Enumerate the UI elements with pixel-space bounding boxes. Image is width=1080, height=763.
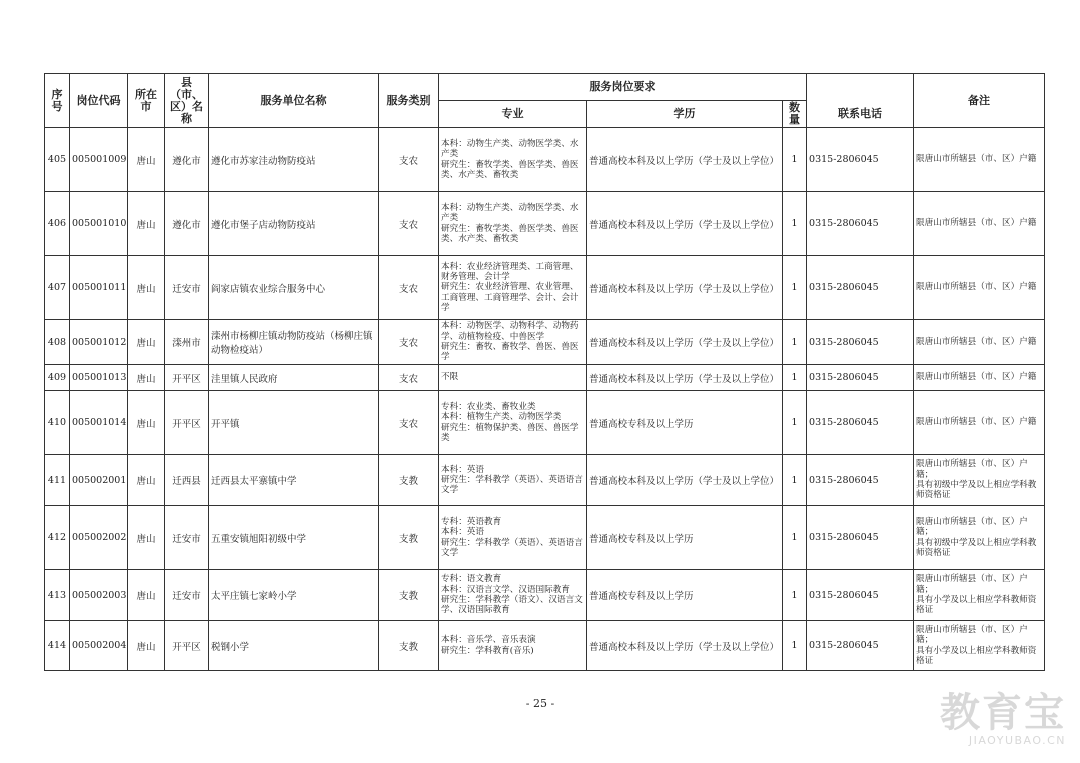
watermark-logo	[940, 692, 1066, 747]
header-count: 数量	[783, 101, 807, 128]
table-body	[45, 128, 1045, 671]
cell-remark: 限唐山市所辖县（市、区）户籍	[914, 365, 1045, 391]
cell-remark: 限唐山市所辖县（市、区）户籍	[914, 320, 1045, 365]
cell-phone: 0315-2806045	[807, 621, 914, 671]
positions-table	[44, 73, 1045, 671]
cell-code: 005002004	[70, 621, 128, 671]
table-row	[45, 506, 1045, 570]
cell-city: 唐山	[128, 192, 165, 256]
cell-code: 005002003	[70, 570, 128, 621]
header-phone-top	[807, 74, 914, 101]
cell-seq: 413	[45, 570, 70, 621]
cell-code: 005001011	[70, 256, 128, 320]
cell-major: 专科：农业类、畜牧业类 本科：植物生产类、动物医学类 研究生：植物保护类、兽医、兽医学类	[439, 391, 587, 455]
cell-city: 唐山	[128, 621, 165, 671]
cell-seq: 414	[45, 621, 70, 671]
table-row	[45, 320, 1045, 365]
cell-code: 005001014	[70, 391, 128, 455]
cell-category: 支教	[379, 506, 439, 570]
cell-count: 1	[783, 391, 807, 455]
cell-seq: 412	[45, 506, 70, 570]
cell-phone: 0315-2806045	[807, 256, 914, 320]
cell-remark: 限唐山市所辖县（市、区）户籍； 具有初级中学及以上相应学科教师资格证	[914, 506, 1045, 570]
watermark-sub: JIAOYUBAO.CN	[968, 734, 1066, 747]
cell-county: 迁安市	[165, 256, 209, 320]
cell-city: 唐山	[128, 391, 165, 455]
cell-category: 支农	[379, 320, 439, 365]
cell-major: 不限	[439, 365, 587, 391]
cell-count: 1	[783, 128, 807, 192]
table-row	[45, 455, 1045, 506]
cell-education: 普通高校专科及以上学历	[587, 506, 783, 570]
header-county: 县（市、区）名称	[165, 74, 209, 128]
cell-phone: 0315-2806045	[807, 455, 914, 506]
cell-major: 本科：动物生产类、动物医学类、水产类 研究生：畜牧学类、兽医学类、兽医类、水产类、畜牧类	[439, 192, 587, 256]
cell-count: 1	[783, 256, 807, 320]
cell-education: 普通高校本科及以上学历（学士及以上学位）	[587, 256, 783, 320]
header-requirements: 服务岗位要求	[439, 74, 807, 101]
cell-education: 普通高校本科及以上学历（学士及以上学位）	[587, 128, 783, 192]
header-city: 所在市	[128, 74, 165, 128]
cell-city: 唐山	[128, 128, 165, 192]
table-row	[45, 128, 1045, 192]
cell-category: 支教	[379, 455, 439, 506]
cell-code: 005001009	[70, 128, 128, 192]
cell-code: 005001013	[70, 365, 128, 391]
cell-phone: 0315-2806045	[807, 506, 914, 570]
cell-major: 专科：语文教育 本科：汉语言文学、汉语国际教育 研究生：学科教学（语文）、汉语言文学、汉语国际教育	[439, 570, 587, 621]
cell-unit: 迁西县太平寨镇中学	[209, 455, 379, 506]
table-row	[45, 570, 1045, 621]
cell-category: 支教	[379, 570, 439, 621]
cell-seq: 408	[45, 320, 70, 365]
cell-county: 开平区	[165, 391, 209, 455]
cell-phone: 0315-2806045	[807, 192, 914, 256]
cell-seq: 410	[45, 391, 70, 455]
cell-major: 本科：音乐学、音乐表演 研究生：学科教育(音乐)	[439, 621, 587, 671]
cell-count: 1	[783, 621, 807, 671]
cell-phone: 0315-2806045	[807, 570, 914, 621]
cell-remark: 限唐山市所辖县（市、区）户籍	[914, 256, 1045, 320]
cell-city: 唐山	[128, 455, 165, 506]
cell-phone: 0315-2806045	[807, 365, 914, 391]
cell-phone: 0315-2806045	[807, 391, 914, 455]
cell-education: 普通高校本科及以上学历（学士及以上学位）	[587, 365, 783, 391]
cell-category: 支农	[379, 192, 439, 256]
cell-city: 唐山	[128, 256, 165, 320]
table-row	[45, 621, 1045, 671]
cell-phone: 0315-2806045	[807, 320, 914, 365]
cell-unit: 滦州市杨柳庄镇动物防疫站（杨柳庄镇动物检疫站）	[209, 320, 379, 365]
cell-education: 普通高校本科及以上学历（学士及以上学位）	[587, 621, 783, 671]
cell-seq: 409	[45, 365, 70, 391]
cell-remark: 限唐山市所辖县（市、区）户籍； 具有初级中学及以上相应学科教师资格证	[914, 455, 1045, 506]
cell-category: 支教	[379, 621, 439, 671]
cell-count: 1	[783, 455, 807, 506]
header-phone: 联系电话	[807, 101, 914, 128]
cell-remark: 限唐山市所辖县（市、区）户籍	[914, 391, 1045, 455]
cell-education: 普通高校本科及以上学历（学士及以上学位）	[587, 192, 783, 256]
cell-unit: 洼里镇人民政府	[209, 365, 379, 391]
cell-city: 唐山	[128, 365, 165, 391]
cell-education: 普通高校本科及以上学历（学士及以上学位）	[587, 320, 783, 365]
cell-phone: 0315-2806045	[807, 128, 914, 192]
header-remark: 备注	[914, 74, 1045, 128]
cell-city: 唐山	[128, 320, 165, 365]
cell-remark: 限唐山市所辖县（市、区）户籍	[914, 192, 1045, 256]
cell-county: 遵化市	[165, 192, 209, 256]
cell-major: 本科：动物医学、动物科学、动物药学、动植物检疫、中兽医学 研究生：畜牧、畜牧学、兽医、兽医学	[439, 320, 587, 365]
page-number: - 25 -	[525, 697, 555, 710]
cell-unit: 太平庄镇七家岭小学	[209, 570, 379, 621]
cell-county: 迁安市	[165, 570, 209, 621]
cell-county: 滦州市	[165, 320, 209, 365]
cell-city: 唐山	[128, 506, 165, 570]
cell-remark: 限唐山市所辖县（市、区）户籍； 具有小学及以上相应学科教师资格证	[914, 570, 1045, 621]
cell-unit: 遵化市苏家洼动物防疫站	[209, 128, 379, 192]
cell-unit: 开平镇	[209, 391, 379, 455]
cell-category: 支农	[379, 365, 439, 391]
watermark-main: 教育宝	[940, 690, 1066, 736]
cell-remark: 限唐山市所辖县（市、区）户籍	[914, 128, 1045, 192]
cell-education: 普通高校专科及以上学历	[587, 391, 783, 455]
cell-count: 1	[783, 320, 807, 365]
cell-code: 005002002	[70, 506, 128, 570]
cell-education: 普通高校专科及以上学历	[587, 570, 783, 621]
cell-unit: 五重安镇旭阳初级中学	[209, 506, 379, 570]
cell-county: 迁安市	[165, 506, 209, 570]
cell-education: 普通高校本科及以上学历（学士及以上学位）	[587, 455, 783, 506]
cell-county: 开平区	[165, 365, 209, 391]
cell-seq: 405	[45, 128, 70, 192]
cell-code: 005002001	[70, 455, 128, 506]
table-row	[45, 256, 1045, 320]
header-code: 岗位代码	[70, 74, 128, 128]
cell-major: 专科：英语教育 本科：英语 研究生：学科教学（英语）、英语语言文学	[439, 506, 587, 570]
cell-code: 005001010	[70, 192, 128, 256]
cell-category: 支农	[379, 391, 439, 455]
table-row	[45, 192, 1045, 256]
cell-count: 1	[783, 570, 807, 621]
cell-major: 本科：英语 研究生：学科教学（英语）、英语语言文学	[439, 455, 587, 506]
header-category: 服务类别	[379, 74, 439, 128]
cell-category: 支农	[379, 128, 439, 192]
cell-category: 支农	[379, 256, 439, 320]
cell-remark: 限唐山市所辖县（市、区）户籍； 具有小学及以上相应学科教师资格证	[914, 621, 1045, 671]
header-seq: 序号	[45, 74, 70, 128]
cell-county: 遵化市	[165, 128, 209, 192]
cell-unit: 遵化市堡子店动物防疫站	[209, 192, 379, 256]
cell-code: 005001012	[70, 320, 128, 365]
cell-seq: 411	[45, 455, 70, 506]
cell-major: 本科：农业经济管理类、工商管理、财务管理、会计学 研究生：农业经济管理、农业管理、工商管理、工商管理学、会计、会计学	[439, 256, 587, 320]
cell-count: 1	[783, 506, 807, 570]
cell-seq: 407	[45, 256, 70, 320]
cell-seq: 406	[45, 192, 70, 256]
header-education: 学历	[587, 101, 783, 128]
cell-count: 1	[783, 365, 807, 391]
header-unit: 服务单位名称	[209, 74, 379, 128]
cell-major: 本科：动物生产类、动物医学类、水产类 研究生：畜牧学类、兽医学类、兽医类、水产类、畜牧类	[439, 128, 587, 192]
header-major: 专业	[439, 101, 587, 128]
table-row	[45, 365, 1045, 391]
cell-city: 唐山	[128, 570, 165, 621]
cell-unit: 阎家店镇农业综合服务中心	[209, 256, 379, 320]
cell-county: 迁西县	[165, 455, 209, 506]
cell-county: 开平区	[165, 621, 209, 671]
cell-unit: 税钢小学	[209, 621, 379, 671]
cell-count: 1	[783, 192, 807, 256]
table-row	[45, 391, 1045, 455]
